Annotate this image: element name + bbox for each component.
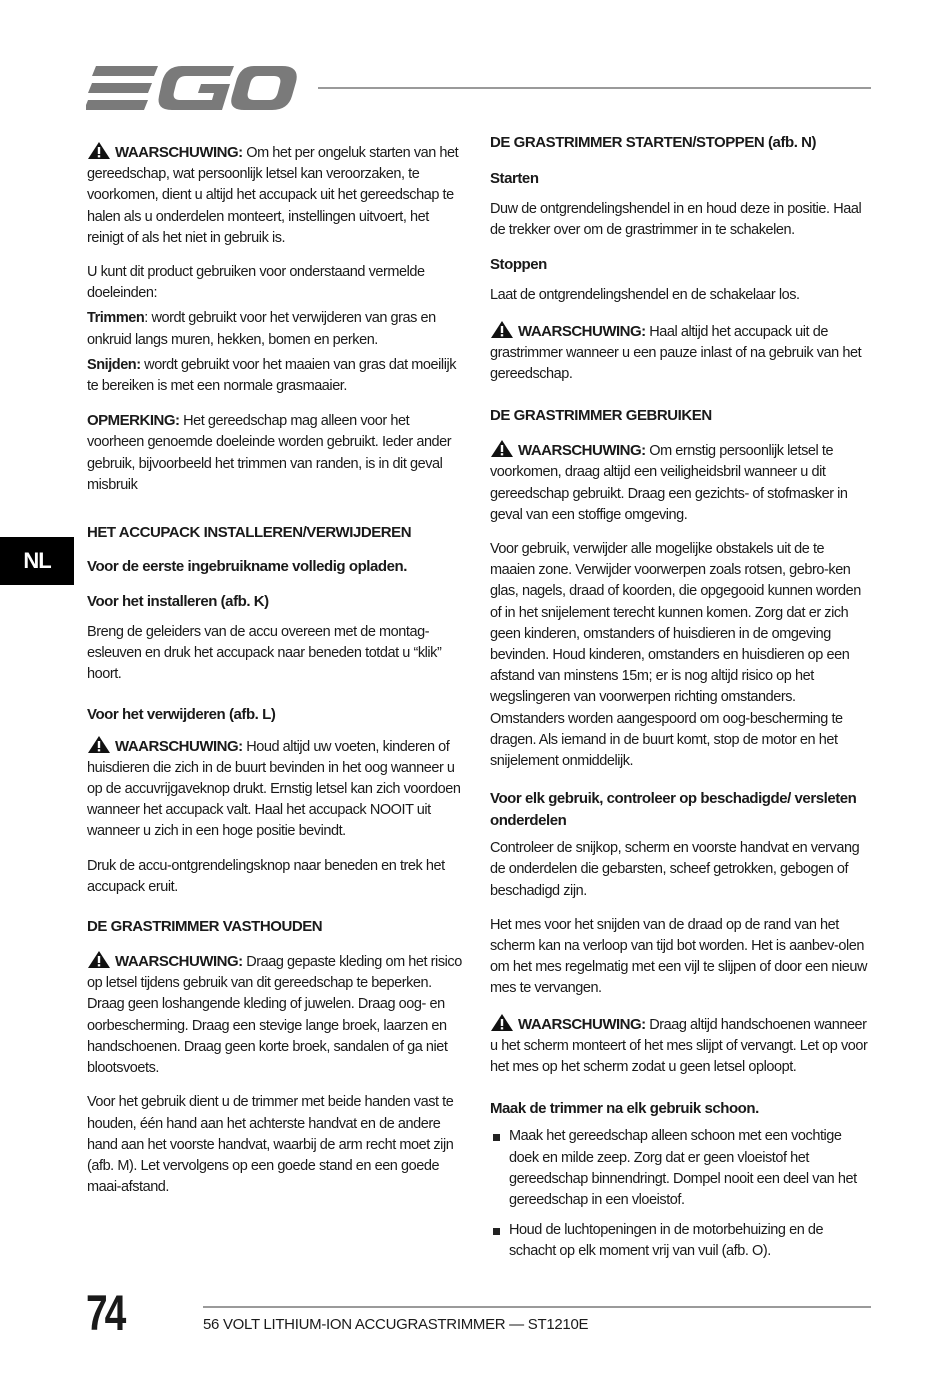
ego-logo <box>86 62 298 114</box>
section-heading-hold: DE GRASTRIMMER VASTHOUDEN <box>87 918 323 936</box>
warning-label: WAARSCHUWING: <box>115 953 243 971</box>
footer-title: 56 VOLT LITHIUM-ION ACCUGRASTRIMMER — ST1210E <box>203 1316 589 1333</box>
list-item <box>490 1220 870 1262</box>
section-heading-accupack: HET ACCUPACK INSTALLEREN/VERWIJDEREN <box>87 524 412 542</box>
install-text: Breng de geleiders van de accu overeen met de montag-esleuven en druk het accupack naar beneden totdat u “klik” hoort. <box>87 624 442 683</box>
note-label: OPMERKING: <box>87 412 180 430</box>
bullet-square-icon <box>493 1228 500 1235</box>
note-block <box>87 410 467 496</box>
right-column <box>490 132 870 1272</box>
warning-block <box>87 141 467 249</box>
left-column <box>87 132 467 1211</box>
trim-definition <box>87 308 467 350</box>
warning-label: WAARSCHUWING: <box>518 322 646 340</box>
section-heading-use: DE GRASTRIMMER GEBRUIKEN <box>490 407 712 425</box>
footer-rule <box>203 1306 871 1308</box>
warning-label: WAARSCHUWING: <box>115 737 243 755</box>
clean-list <box>490 1126 870 1262</box>
warning-triangle-icon <box>87 735 111 754</box>
remove-heading: Voor het verwijderen (afb. L) <box>87 705 276 723</box>
warning-block <box>87 735 467 843</box>
charge-heading: Voor de eerste ingebruikname volledig opladen. <box>87 558 407 576</box>
section-heading-start-stop: DE GRASTRIMMER STARTEN/STOPPEN (afb. N) <box>490 134 817 151</box>
check-heading: Voor elk gebruik, controleer op beschadigde/ versleten onderdelen <box>490 790 857 830</box>
list-item-text: Houd de luchtopeningen in de motorbehuizing en de schacht op elk moment vrij van vuil (afb. O). <box>509 1222 824 1260</box>
warning-text: Houd altijd uw voeten, kinderen of huisdieren die zich in de buurt bevinden in het oog wanneer u op de accuvrijgaveknop drukt. Ernstig letsel kan zich voordoen wanneer het accupack valt. Haal het accupack NOOIT uit wanneer u zich in een hoge positie bevindt. <box>87 738 461 840</box>
clean-heading: Maak de trimmer na elk gebruik schoon. <box>490 1100 759 1118</box>
language-tab: NL <box>0 537 74 585</box>
trim-label: Trimmen <box>87 310 145 327</box>
cut-text: wordt gebruikt voor het maaien van gras dat moeilijk te bereiken is met een normale grasmaaier. <box>87 356 457 395</box>
stop-heading: Stoppen <box>490 256 547 274</box>
warning-block <box>490 320 870 386</box>
warning-triangle-icon <box>87 141 111 160</box>
page-number: 74 <box>86 1285 124 1341</box>
warning-triangle-icon <box>490 439 514 458</box>
stop-text: Laat de ontgrendelingshendel en de schakelaar los. <box>490 287 800 304</box>
warning-text: Draag altijd handschoenen wanneer u het scherm monteert of het mes slijpt of vervangt. Let op voor het mes op het scherm zodat u geen letsel oploopt. <box>490 1016 868 1076</box>
install-heading: Voor het installeren (afb. K) <box>87 593 269 611</box>
warning-label: WAARSCHUWING: <box>518 442 646 460</box>
bullet-square-icon <box>493 1134 500 1141</box>
warning-text: Om het per ongeluk starten van het gereedschap, wat persoonlijk letsel kan veroorzaken, te voorkomen, dient u altijd het accupack uit het gereedschap te halen als u onderdelen monteert, instellingen uitvoert, het reinigt of als het niet in gebruik is. <box>87 145 459 246</box>
hold-text: Voor het gebruik dient u de trimmer met beide handen vast te houden, één hand aan het achterste handvat en de andere hand aan het voorste handvat, waarbij de arm recht moet zijn (afb. M). Let vervolgens op een goede stand en een goede maai-afstand. <box>87 1094 454 1196</box>
warning-text: Haal altijd het accupack uit de grastrimmer wanneer u een pauze inlast of na gebruik van het gereedschap. <box>490 323 862 383</box>
warning-label: WAARSCHUWING: <box>115 144 243 161</box>
start-heading: Starten <box>490 170 539 187</box>
start-text: Duw de ontgrendelingshendel in en houd deze in positie. Haal de trekker over om de grastrimmer in te schakelen. <box>490 201 862 239</box>
warning-triangle-icon <box>490 320 514 339</box>
remove-text: Druk de accu-ontgrendelingsknop naar beneden en trek het accupack eruit. <box>87 857 445 895</box>
trim-text: : wordt gebruikt voor het verwijderen van gras en onkruid langs muren, hekken, bomen en perken. <box>87 310 436 348</box>
warning-label: WAARSCHUWING: <box>518 1015 646 1033</box>
cut-definition <box>87 355 467 397</box>
check-text: Controleer de snijkop, scherm en voorste handvat en vervang de onderdelen die gebarsten, scheef getrokken, gebogen of beschadigd zijn. <box>490 840 860 899</box>
intro-text: U kunt dit product gebruiken voor onderstaand vermelde doeleinden: <box>87 264 425 302</box>
warning-text: Om ernstig persoonlijk letsel te voorkomen, draag altijd een veiligheidsbril wanneer u dit gereedschap gebruikt. Draag een gezichts- of stofmasker in geval van een stoffige omgeving. <box>490 443 848 523</box>
warning-block <box>87 950 467 1079</box>
cut-label: Snijden: <box>87 356 141 373</box>
warning-text: Draag gepaste kleding om het risico op letsel tijdens gebruik van dit gereedschap te beperken. Draag geen loshangende kleding of juwelen. Draag oog- en oorbescherming. Draag een stevige lange broek, laarzen en handschoenen. Draag geen korte broek, sandalen of ga niet blootsvoets. <box>87 954 462 1077</box>
warning-triangle-icon <box>87 950 111 969</box>
use-text: Voor gebruik, verwijder alle mogelijke obstakels uit de te maaien zone. Verwijder voorwerpen zoals rotsen, gebro-ken glas, nagels, draad of koorden, die opgegooid kunnen worden of in het snijelement terecht kunnen komen. Zorg dat er zich geen kinderen, omstanders of huisdieren in de omgeving bevinden. Houd kinderen, omstanders en huisdieren op een afstand van minstens 15m; er is nog altijd risico op het wegslingeren van voorwerpen richting omstanders. Omstanders worden aangespoord om oog-bescherming te dragen. Als iemand in de buurt komt, stop de motor en het snijelement onmiddelijk. <box>490 541 861 770</box>
note-text: Het gereedschap mag alleen voor het voorheen genoemde doeleinde worden gebruikt. Ieder ander gebruik, bijvoorbeeld het trimmen van randen, is in dit geval misbruik <box>87 413 452 493</box>
list-item-text: Maak het gereedschap alleen schoon met een vochtige doek en milde zeep. Zorg dat er geen vloeistof het gereedschap binnendringt. Dompel nooit een deel van het gereedschap in een vloeistof. <box>509 1128 857 1208</box>
warning-block <box>490 1013 870 1079</box>
warning-triangle-icon <box>490 1013 514 1032</box>
warning-block <box>490 439 870 526</box>
header-rule <box>318 87 871 89</box>
blade-text: Het mes voor het snijden van de draad op de rand van het scherm kan na verloop van tijd bot worden. Het is aanbev-olen om het mes regelmatig met een vijl te slijpen of door een nieuw mes te vervangen. <box>490 916 868 997</box>
list-item <box>490 1126 870 1211</box>
